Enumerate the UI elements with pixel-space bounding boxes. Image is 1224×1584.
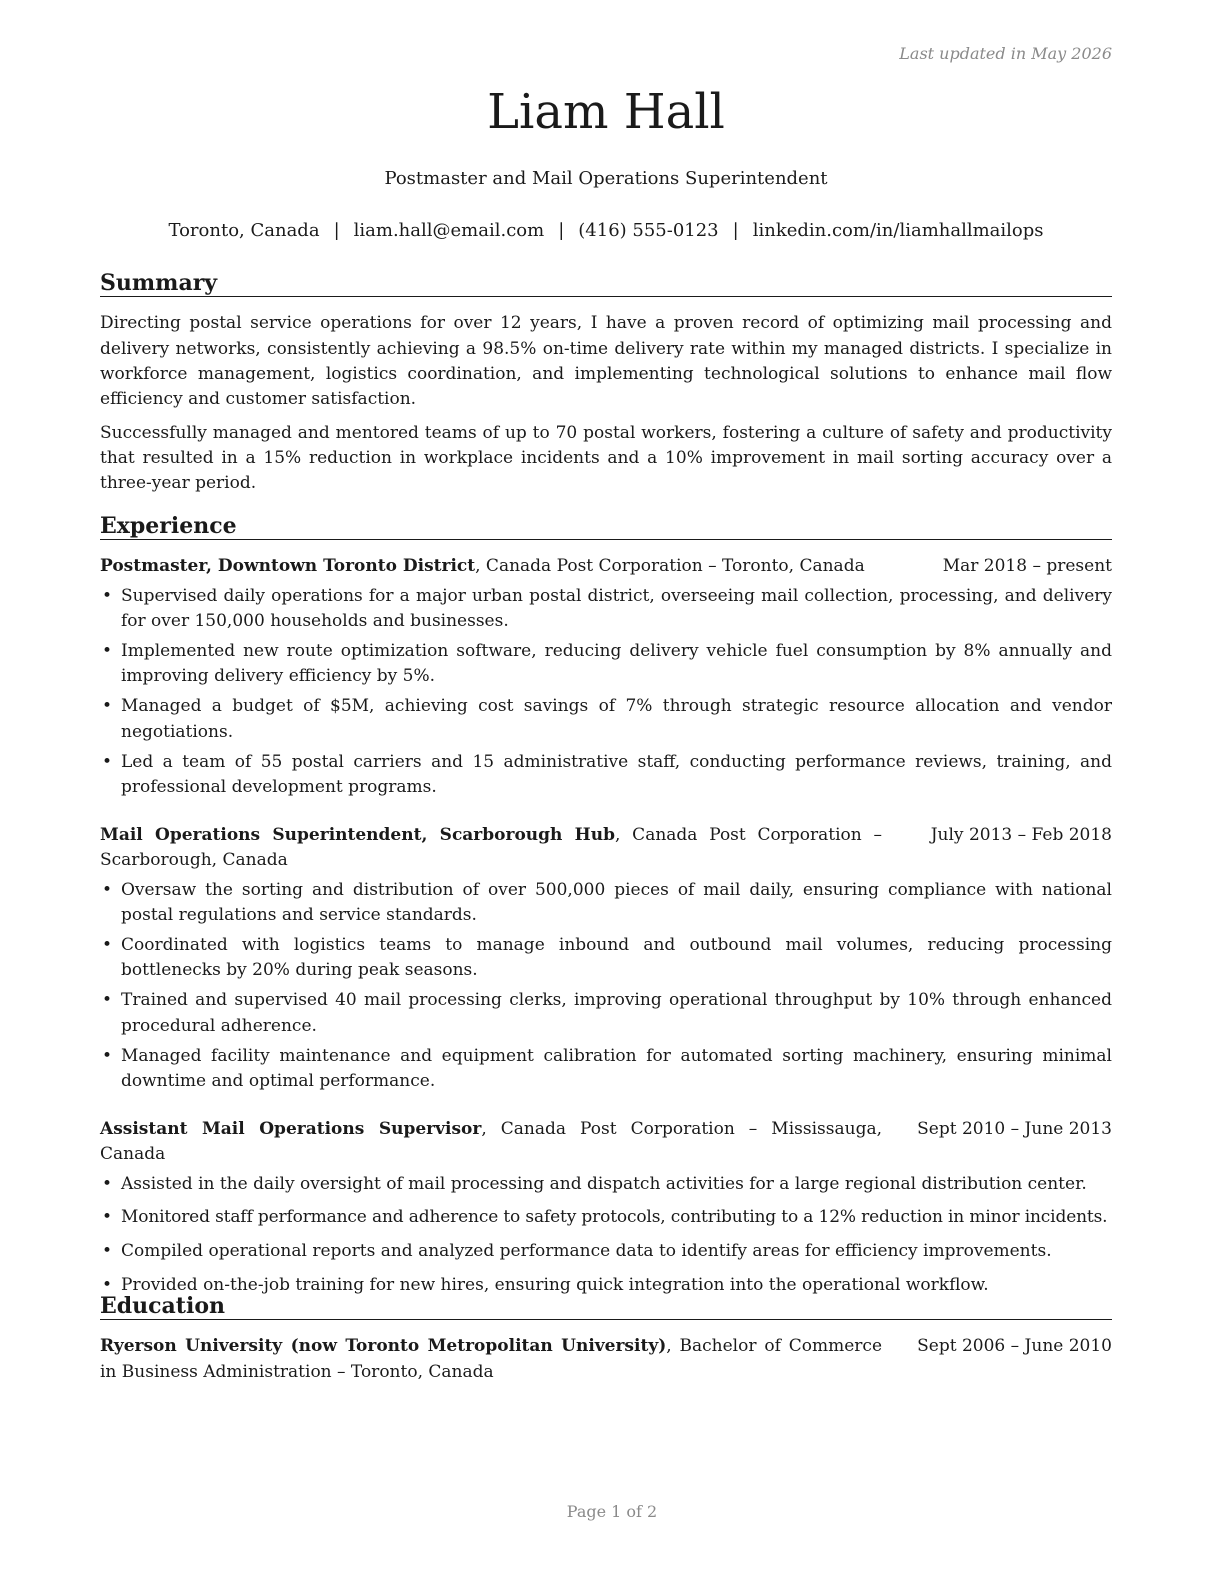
list-item: • Implemented new route optimization software, reducing delivery vehicle fuel consumption by 8% annually and improving delivery efficiency by 5%.: [102, 640, 1112, 687]
bullet-icon: •: [102, 640, 113, 661]
bullet-icon: •: [102, 990, 113, 1011]
bullet-list: [100, 1172, 1112, 1298]
resume-page: [100, 0, 1112, 1584]
experience-entry: [100, 554, 1112, 800]
experience-entry: [100, 1117, 1112, 1298]
bullet-icon: •: [102, 1274, 113, 1295]
list-item: • Trained and supervised 40 mail processing clerks, improving operational throughput by 10% through enhanced procedural adherence.: [102, 990, 1112, 1036]
job-organization: , Canada Post Corporation – Mississauga, Canada: [100, 1119, 882, 1165]
experience-section: [100, 513, 1112, 1298]
education-entry: [100, 1334, 1112, 1385]
job-title: Mail Operations Superintendent, Scarborough Hub: [100, 825, 615, 846]
list-item: • Led a team of 55 postal carriers and 15 administrative staff, conducting performance reviews, training, and professional development programs.: [102, 751, 1112, 797]
list-item: • Compiled operational reports and analyzed performance data to identify areas for efficiency improvements.: [100, 1239, 1112, 1264]
summary-paragraph: Successfully managed and mentored teams of up to 70 postal workers, fostering a culture of safety and productivity that resulted in a 15% reduction in workplace incidents and a 10% improvement in mail sorting accuracy over a three-year period.: [100, 422, 1112, 494]
experience-entry: [100, 823, 1112, 1094]
job-dates: Mar 2018 – present: [942, 556, 1112, 577]
contact-separator: |: [333, 220, 340, 241]
contact-email[interactable]: liam.hall@email.com: [353, 220, 545, 241]
bullet-icon: •: [102, 935, 113, 955]
list-item: • Supervised daily operations for a major urban postal district, overseeing mail collection, processing, and delivery for over 150,000 households and businesses.: [102, 585, 1112, 631]
job-organization: , Canada Post Corporation – Scarborough, Canada: [100, 825, 882, 871]
entry-header: [100, 1117, 1112, 1168]
list-item: • Assisted in the daily oversight of mail processing and dispatch activities for a large regional distribution center.: [100, 1172, 1112, 1197]
page-number: Page 1 of 2: [566, 1502, 658, 1521]
contact-location: Toronto, Canada: [168, 220, 320, 241]
list-item: • Monitored staff performance and adherence to safety protocols, contributing to a 12% reduction in minor incidents.: [100, 1205, 1112, 1230]
list-item: • Managed a budget of $5M, achieving cost savings of 7% through strategic resource allocation and vendor negotiations.: [102, 696, 1112, 742]
school-name: Ryerson University (now Toronto Metropolitan University): [100, 1336, 667, 1357]
entry-header: [100, 1334, 1112, 1385]
contact-separator: |: [558, 220, 565, 241]
job-dates: July 2013 – Feb 2018: [930, 825, 1112, 846]
entry-header: [100, 554, 1112, 579]
candidate-name: Liam Hall: [487, 84, 725, 140]
bullet-icon: •: [102, 1173, 113, 1194]
bullet-icon: •: [102, 696, 113, 717]
bullet-icon: •: [102, 585, 113, 606]
job-organization: , Canada Post Corporation – Toronto, Canada: [475, 556, 865, 577]
bullet-list: [100, 584, 1112, 800]
job-dates: Sept 2010 – June 2013: [917, 1119, 1112, 1140]
education-dates: Sept 2006 – June 2010: [917, 1336, 1112, 1357]
job-title: Postmaster, Downtown Toronto District: [100, 556, 476, 577]
contact-linkedin[interactable]: linkedin.com/in/liamhallmailops: [752, 220, 1044, 241]
education-section: [100, 1293, 1112, 1385]
summary-section: [100, 270, 1112, 496]
bullet-icon: •: [102, 1241, 113, 1262]
list-item: • Oversaw the sorting and distribution of over 500,000 pieces of mail daily, ensuring compliance with national postal regulations and service standards.: [102, 879, 1112, 926]
section-title-education: Education: [100, 1293, 1112, 1320]
bullet-icon: •: [102, 1207, 112, 1228]
entry-header: [100, 823, 1112, 874]
section-title-summary: Summary: [100, 270, 1112, 297]
list-item: • Provided on-the-job training for new hires, ensuring quick integration into the operational workflow.: [100, 1273, 1112, 1298]
contact-separator: |: [732, 220, 739, 241]
bullet-icon: •: [102, 751, 113, 772]
contact-line: [100, 220, 1112, 241]
headline: Postmaster and Mail Operations Superintendent: [384, 168, 828, 189]
section-title-experience: Experience: [100, 513, 1112, 540]
last-updated: Last updated in May 2026: [899, 44, 1112, 63]
bullet-list: [100, 878, 1112, 1094]
list-item: • Managed facility maintenance and equipment calibration for automated sorting machinery, ensuring minimal downtime and optimal performance.: [102, 1045, 1112, 1091]
degree: , Bachelor of Commerce in Business Administration – Toronto, Canada: [100, 1336, 882, 1382]
bullet-icon: •: [102, 879, 113, 900]
list-item: • Coordinated with logistics teams to manage inbound and outbound mail volumes, reducing processing bottlenecks by 20% during peak seasons.: [102, 935, 1112, 981]
job-title: Assistant Mail Operations Supervisor: [100, 1119, 482, 1140]
bullet-icon: •: [102, 1045, 113, 1066]
contact-phone: (416) 555-0123: [578, 220, 719, 241]
summary-paragraph: Directing postal service operations for over 12 years, I have a proven record of optimizing mail processing and delivery networks, consistently achieving a 98.5% on-time delivery rate within my managed districts. I specialize in workforce management, logistics coordination, and implementing technological solutions to enhance mail flow efficiency and customer satisfaction.: [100, 313, 1112, 410]
